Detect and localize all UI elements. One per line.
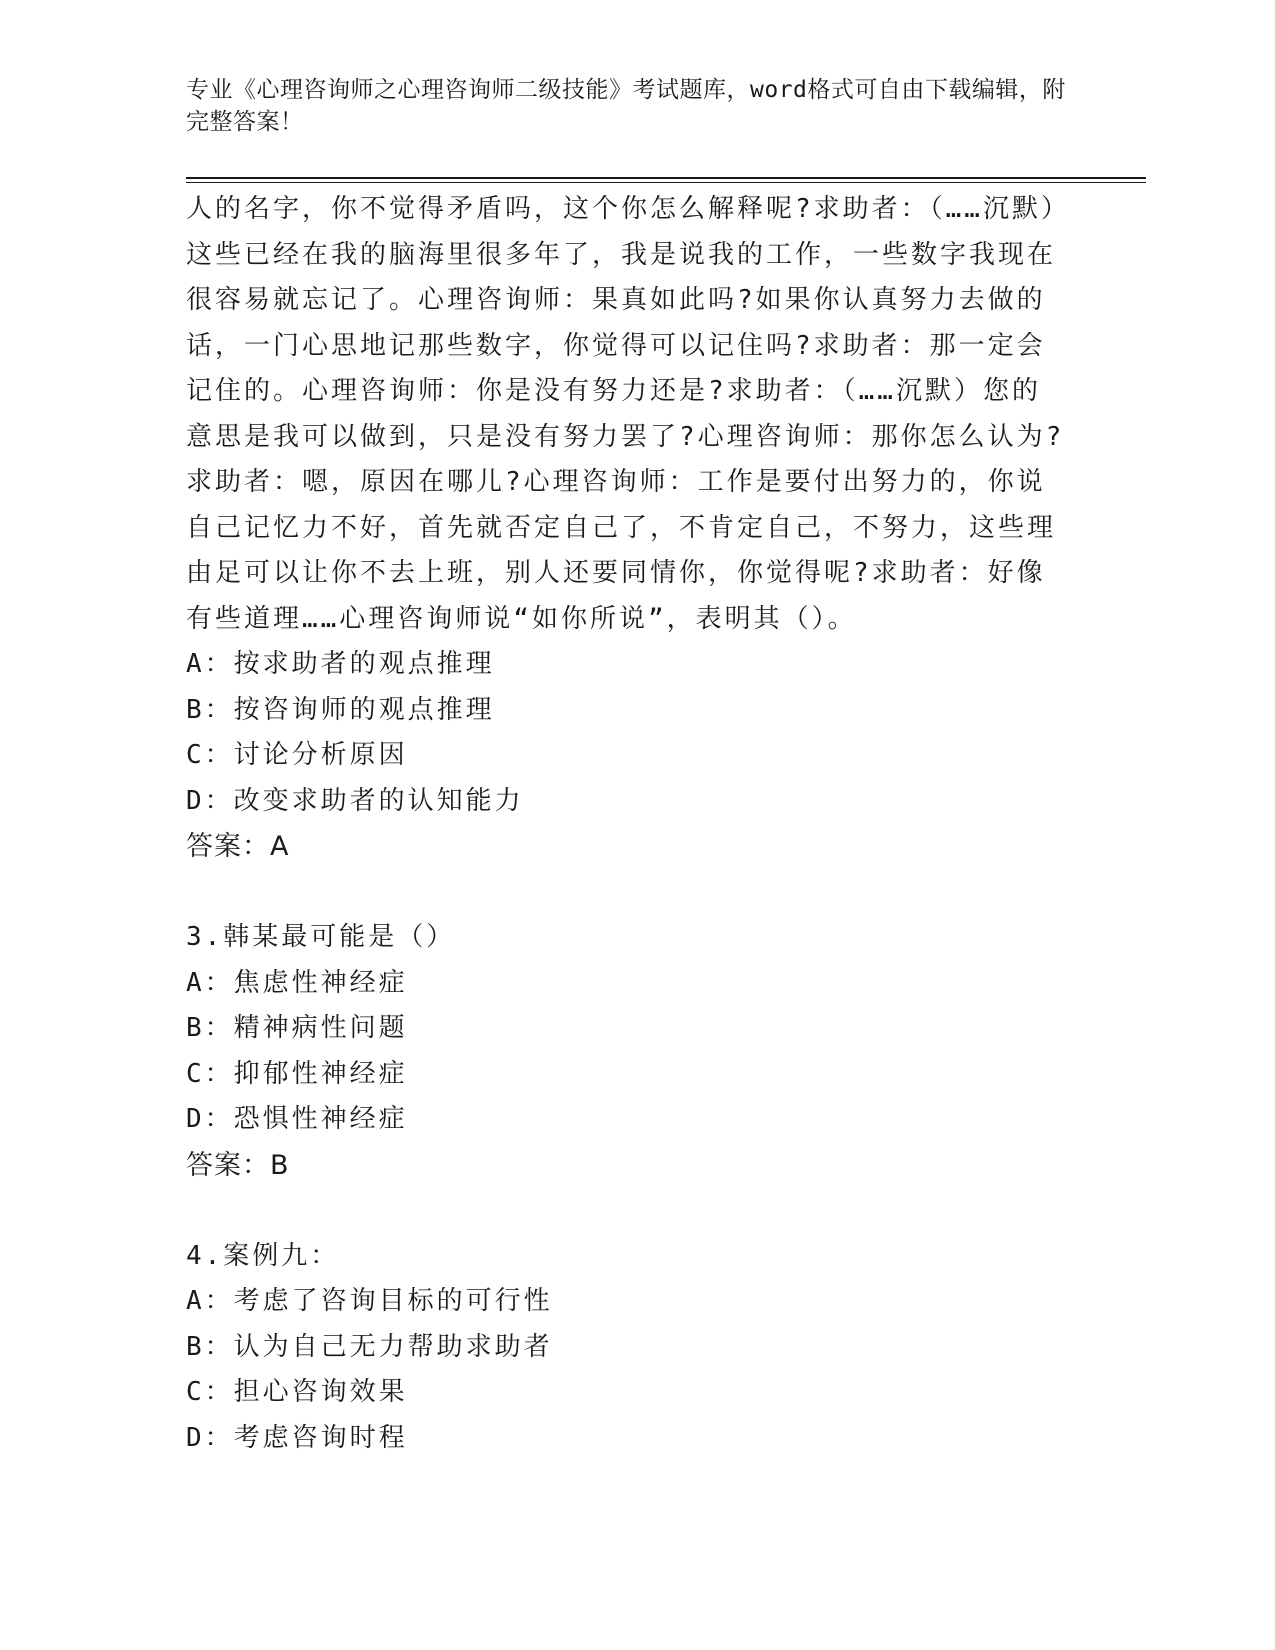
answer-line: 答案：A [186, 831, 290, 862]
option-d: D：恐惧性神经症 [186, 1104, 408, 1134]
question-stem: 4.案例九： [186, 1240, 340, 1271]
option-b: B：按咨询师的观点推理 [186, 694, 495, 725]
option-b: B：精神病性问题 [186, 1013, 408, 1043]
option-c: C：担心咨询效果 [186, 1377, 408, 1407]
option-c: C：讨论分析原因 [186, 740, 408, 770]
spacer [186, 870, 1066, 916]
option-a: A：焦虑性神经症 [186, 967, 408, 998]
option-d: D：考虑咨询时程 [186, 1422, 408, 1453]
option-a: A：考虑了咨询目标的可行性 [186, 1286, 553, 1316]
header-rule-thin [186, 182, 1146, 183]
header-rule-thick [186, 177, 1146, 179]
answer-line: 答案：B [186, 1149, 290, 1181]
question-passage: 人的名字，你不觉得矛盾吗，这个你怎么解释呢?求助者：（……沉默）这些已经在我的脑海里很多年了，我是说我的工作，一些数字我现在很容易就忘记了。心理咨询师：果真如此吗?如果你认真努力去做的话，一门心思地记那些数字，你觉得可以记住吗?求助者：那一定会记住的。心理咨询师：你是没有努力还是?求助者：（……沉默）您的意思是我可以做到，只是没有努力罢了?心理咨询师：那你怎么认为?求助者：嗯，原因在哪儿?心理咨询师：工作是要付出努力的，你说自己记忆力不好，首先就否定自己了，不肯定自己，不努力，这些理由足可以让你不去上班，别人还要同情你，你觉得呢?求助者：好像有些道理……心理咨询师说“如你所说”，表明其（）。 [186, 194, 1065, 634]
spacer [186, 1188, 1066, 1234]
option-d: D：改变求助者的认知能力 [186, 785, 524, 816]
content-body [186, 187, 1066, 1461]
option-c: C：抑郁性神经症 [186, 1058, 408, 1089]
option-a: A：按求助者的观点推理 [186, 649, 495, 679]
option-b: B：认为自己无力帮助求助者 [186, 1331, 553, 1362]
page-header: 专业《心理咨询师之心理咨询师二级技能》考试题库，word格式可自由下载编辑，附完整答案！ [186, 77, 1066, 135]
question-stem: 3.韩某最可能是（） [186, 922, 456, 952]
